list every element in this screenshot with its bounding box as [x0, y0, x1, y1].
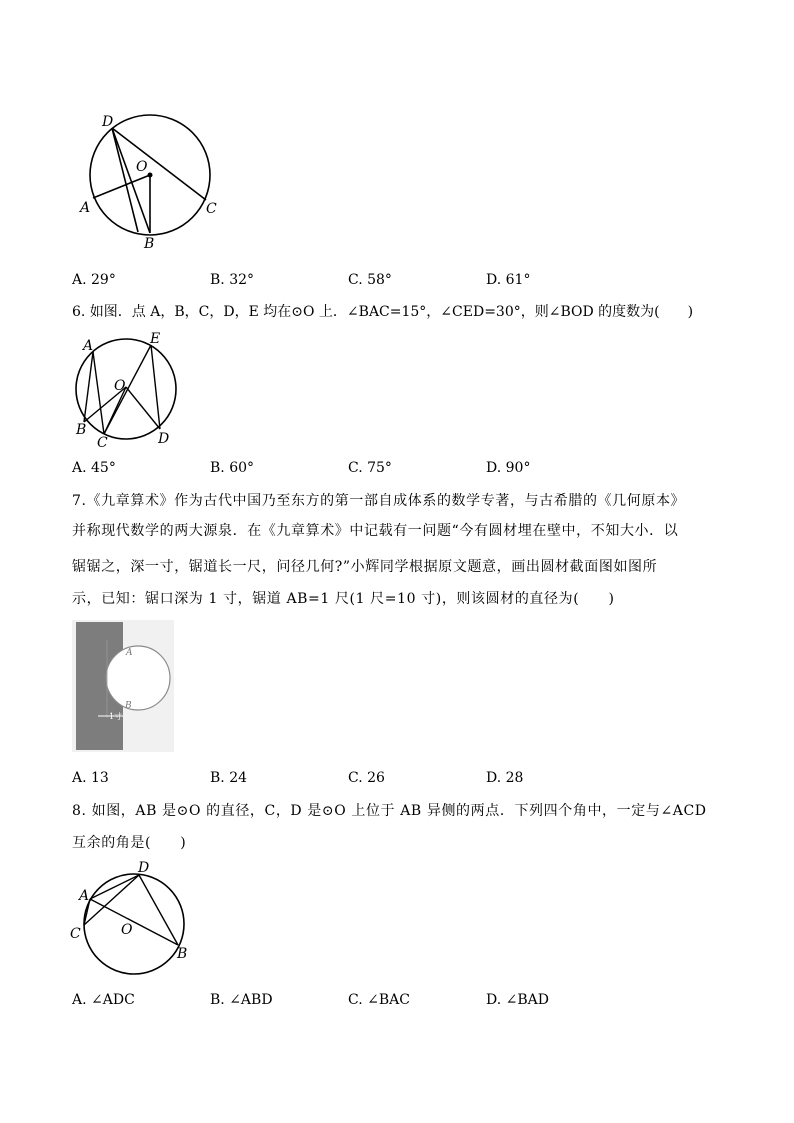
q8-option-d[interactable]: D. ∠BAD	[486, 992, 549, 1008]
q5-option-b[interactable]: B. 32°	[210, 272, 255, 288]
q8-option-a[interactable]: A. ∠ADC	[72, 992, 135, 1008]
circle-o	[76, 339, 176, 439]
label-d: D	[102, 114, 114, 130]
figure-q7-wall-log-diagram	[72, 620, 174, 752]
chord-da	[112, 128, 138, 232]
log-circle	[106, 646, 170, 710]
q7-option-b[interactable]: B. 24	[210, 770, 248, 786]
q7-option-d[interactable]: D. 28	[486, 770, 524, 786]
figure-q5-circle-diagram	[76, 112, 236, 252]
label-a: A	[80, 200, 91, 216]
q5-option-c[interactable]: C. 58°	[348, 272, 392, 288]
figure-q8-circle-diagram	[66, 856, 196, 980]
q7-line-1: 7.《九章算术》作为古代中国乃至东方的第一部自成体系的数学专著，与古希腊的《几何原本》	[72, 493, 686, 509]
q6-option-c[interactable]: C. 75°	[348, 460, 392, 476]
label-c: C	[97, 435, 108, 450]
segment-ac	[93, 352, 104, 434]
q8-line-2: 互余的角是( )	[72, 835, 187, 851]
q6-options	[72, 460, 672, 482]
label-c: C	[70, 926, 81, 942]
q7-line-3: 锯锯之，深一寸，锯道长一尺，问径几何?”小辉同学根据原文题意，画出圆材截面图如图所	[72, 559, 658, 575]
q8-option-b[interactable]: B. ∠ABD	[210, 992, 273, 1008]
label-a: A	[126, 648, 133, 658]
label-b: B	[125, 701, 132, 711]
q6-stem: 6. 如图．点 A，B，C，D，E 均在⊙O 上．∠BAC=15°，∠CED=30°，则∠BOD 的度数为( )	[72, 304, 694, 320]
q7-line-2: 并称现代数学的两大源泉．在《九章算术》中记载有一问题“今有圆材埋在壁中，不知大小．以	[72, 523, 679, 539]
label-a: A	[79, 888, 90, 904]
label-b: B	[177, 946, 188, 962]
q7-option-a[interactable]: A. 13	[72, 770, 109, 786]
segment-ab	[84, 352, 93, 422]
q6-option-b[interactable]: B. 60°	[210, 460, 255, 476]
label-a: A	[83, 338, 94, 354]
segment-ao	[93, 175, 150, 198]
q7-line-4: 示，已知：锯口深为 1 寸，锯道 AB=1 尺(1 尺=10 寸)，则该圆材的直径为( )	[72, 591, 615, 607]
q5-option-d[interactable]: D. 61°	[486, 272, 531, 288]
q7-option-c[interactable]: C. 26	[348, 770, 385, 786]
label-depth: 1寸	[109, 712, 123, 721]
center-point	[148, 173, 153, 178]
segment-ed	[151, 345, 160, 429]
segment-ec	[104, 345, 151, 434]
q6-option-a[interactable]: A. 45°	[72, 460, 116, 476]
label-b: B	[144, 236, 155, 252]
label-o: O	[136, 159, 148, 175]
segment-od	[126, 387, 160, 429]
q8-line-1: 8. 如图，AB 是⊙O 的直径，C，D 是⊙O 上位于 AB 异侧的两点．下列四个角中，一定与∠ACD	[72, 803, 707, 819]
label-b: B	[76, 422, 87, 438]
chord-dc	[112, 128, 206, 200]
q5-options	[72, 272, 672, 294]
label-d: D	[158, 431, 170, 447]
figure-q6-circle-diagram	[72, 330, 182, 450]
q5-option-a[interactable]: A. 29°	[72, 272, 116, 288]
q8-option-c[interactable]: C. ∠BAC	[348, 992, 410, 1008]
label-d: D	[138, 860, 150, 876]
q7-options	[72, 770, 672, 792]
circle-o	[84, 874, 184, 974]
label-o: O	[114, 378, 126, 394]
q6-option-d[interactable]: D. 90°	[486, 460, 531, 476]
segment-db	[112, 128, 150, 233]
label-e: E	[150, 331, 161, 347]
label-c: C	[206, 201, 217, 217]
q8-options	[72, 992, 672, 1014]
label-o: O	[121, 922, 133, 938]
